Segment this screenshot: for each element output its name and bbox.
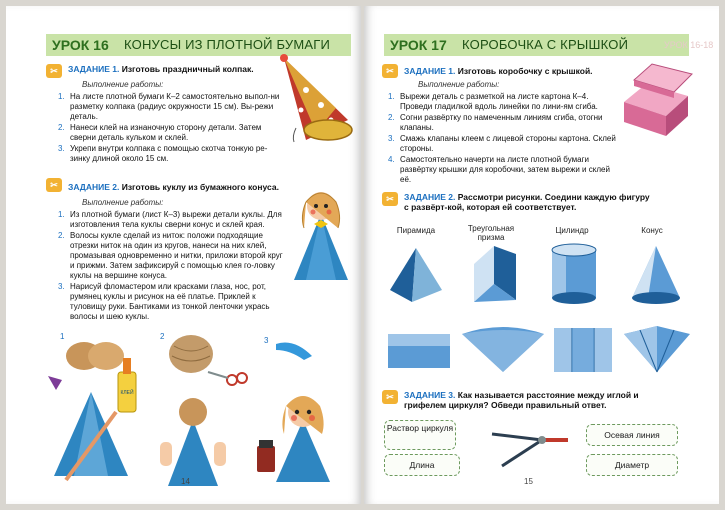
task1-label: ЗАДАНИЕ 1. bbox=[404, 66, 456, 76]
list-item: 2. Волосы кукле сделай из ниток: положи подходящие отрезки ниток на один из кругов, нанеси на них клей, промазывая одновременно и нитки, приложи второй круг и прижми. Затем зафиксируй с помощью клея го-ловку куклы на вершине конуса. bbox=[58, 231, 283, 280]
party-hat-illustration bbox=[276, 50, 356, 150]
glue-label: КЛЕЙ bbox=[120, 390, 134, 396]
cone-with-ruler-illustration bbox=[46, 384, 136, 484]
doll-illustration bbox=[286, 184, 356, 284]
answer-option[interactable]: Длина bbox=[384, 454, 460, 476]
task3-heading bbox=[404, 390, 674, 410]
answer-option[interactable]: Диаметр bbox=[586, 454, 678, 476]
task-icon: ✂ bbox=[382, 64, 398, 78]
lesson-header bbox=[384, 34, 689, 56]
task1-label: ЗАДАНИЕ 1. bbox=[68, 64, 120, 74]
task3-title: Как называется расстояние между иглой и грифелем циркуля? Обведи правильный ответ. bbox=[404, 390, 639, 410]
net-figure[interactable] bbox=[550, 324, 616, 376]
net-figure[interactable] bbox=[384, 328, 454, 374]
task2-label: ЗАДАНИЕ 2. bbox=[404, 192, 456, 202]
task1-steps bbox=[58, 92, 283, 165]
doll-assembly-illustration bbox=[158, 390, 228, 490]
task2-title: Рассмотри рисунки. Соедини каждую фигуру с развёрт-кой, которая ей соответствует. bbox=[404, 192, 650, 212]
list-item: 1. Из плотной бумаги (лист К–3) вырежи детали куклы. Для изготовления тела куклы сверни конус и склей края. bbox=[58, 210, 282, 229]
lesson-number: УРОК 17 bbox=[390, 37, 447, 53]
task2-subtitle: Выполнение работы: bbox=[82, 198, 164, 207]
pyramid-figure[interactable] bbox=[386, 244, 446, 306]
compass-illustration bbox=[482, 420, 578, 474]
left-page bbox=[6, 6, 361, 504]
task2-steps bbox=[58, 210, 286, 323]
finished-doll-illustration bbox=[268, 386, 338, 486]
page-number: 14 bbox=[181, 477, 190, 486]
ribbon-illustration bbox=[274, 338, 314, 364]
answer-option[interactable]: Осевая линия bbox=[586, 424, 678, 446]
task2-heading bbox=[404, 192, 654, 212]
step-number: 2 bbox=[160, 332, 165, 341]
task1-subtitle: Выполнение работы: bbox=[418, 80, 500, 89]
lesson-number: УРОК 16 bbox=[52, 37, 109, 53]
task2-label: ЗАДАНИЕ 2. bbox=[68, 182, 120, 192]
task1-steps bbox=[388, 92, 620, 186]
box-with-lid-illustration bbox=[616, 62, 696, 142]
lesson-title: КОНУСЫ ИЗ ПЛОТНОЙ БУМАГИ bbox=[124, 37, 331, 52]
step-number: 3 bbox=[264, 336, 269, 345]
shape-label: Конус bbox=[641, 226, 663, 235]
list-item: 3. Нарисуй фломастером или красками глаза, нос, рот, румянец куклы и рисунок на её платье. Приклей к туловищу руки. Бантиками из тонкой ленточки укрась волосы и шею куклы. bbox=[58, 282, 270, 321]
shape-label: Треугольная призма bbox=[467, 224, 515, 242]
net-figure[interactable] bbox=[620, 324, 694, 376]
paint-jar-illustration bbox=[254, 436, 278, 476]
shape-label: Цилиндр bbox=[555, 226, 589, 235]
list-item: 1. На листе плотной бумаги К–2 самостоятельно выпол-ни разметку колпака (радиус окружности 15 см). Вы-режи деталь. bbox=[58, 92, 280, 121]
cone-figure[interactable] bbox=[628, 242, 684, 308]
list-item: 3. Смажь клапаны клеем с лицевой стороны картона. Склей стороны. bbox=[388, 134, 616, 153]
right-page bbox=[364, 6, 719, 504]
task1-heading bbox=[68, 64, 254, 74]
task-icon: ✂ bbox=[46, 178, 62, 192]
net-figure[interactable] bbox=[458, 324, 548, 376]
task1-heading bbox=[404, 66, 593, 76]
ghost-header-text: УРОК 16-18 bbox=[664, 40, 714, 50]
list-item: 2. Согни развёртку по намеченным линиям сгиба, отогни клапаны. bbox=[388, 113, 603, 132]
task1-title: Изготовь коробочку с крышкой. bbox=[457, 66, 593, 76]
list-item: 2. Нанеси клей на изнаночную сторону детали. Затем сверни деталь кульком и склей. bbox=[58, 123, 262, 142]
task-icon: ✂ bbox=[382, 390, 398, 404]
cylinder-figure[interactable] bbox=[546, 242, 602, 308]
step-number: 1 bbox=[60, 332, 65, 341]
lesson-title: КОРОБОЧКА С КРЫШКОЙ bbox=[462, 37, 629, 52]
task-icon: ✂ bbox=[382, 192, 398, 206]
page-number: 15 bbox=[524, 477, 533, 486]
task2-heading bbox=[68, 182, 279, 192]
list-item: 4. Самостоятельно начерти на листе плотной бумаги развёртку крышки для коробочки, затем вырежи и склей её. bbox=[388, 155, 610, 184]
task-icon: ✂ bbox=[46, 64, 62, 78]
answer-option[interactable]: Раствор циркуля bbox=[384, 420, 456, 450]
list-item: 1. Вырежи деталь с разметкой на листе картона К–4. Проведи гладилкой вдоль линейки по лини-ям сгиба. bbox=[388, 92, 598, 111]
task1-title: Изготовь праздничный колпак. bbox=[121, 64, 254, 74]
task1-subtitle: Выполнение работы: bbox=[82, 80, 164, 89]
list-item: 3. Укрепи внутри колпака с помощью скотча тонкую ре-зинку длиной около 15 см. bbox=[58, 144, 268, 163]
scissors-illustration bbox=[206, 366, 252, 386]
task2-title: Изготовь куклу из бумажного конуса. bbox=[121, 182, 279, 192]
triangular-prism-figure[interactable] bbox=[464, 244, 524, 306]
shape-label: Пирамида bbox=[396, 226, 436, 235]
task3-label: ЗАДАНИЕ 3. bbox=[404, 390, 456, 400]
